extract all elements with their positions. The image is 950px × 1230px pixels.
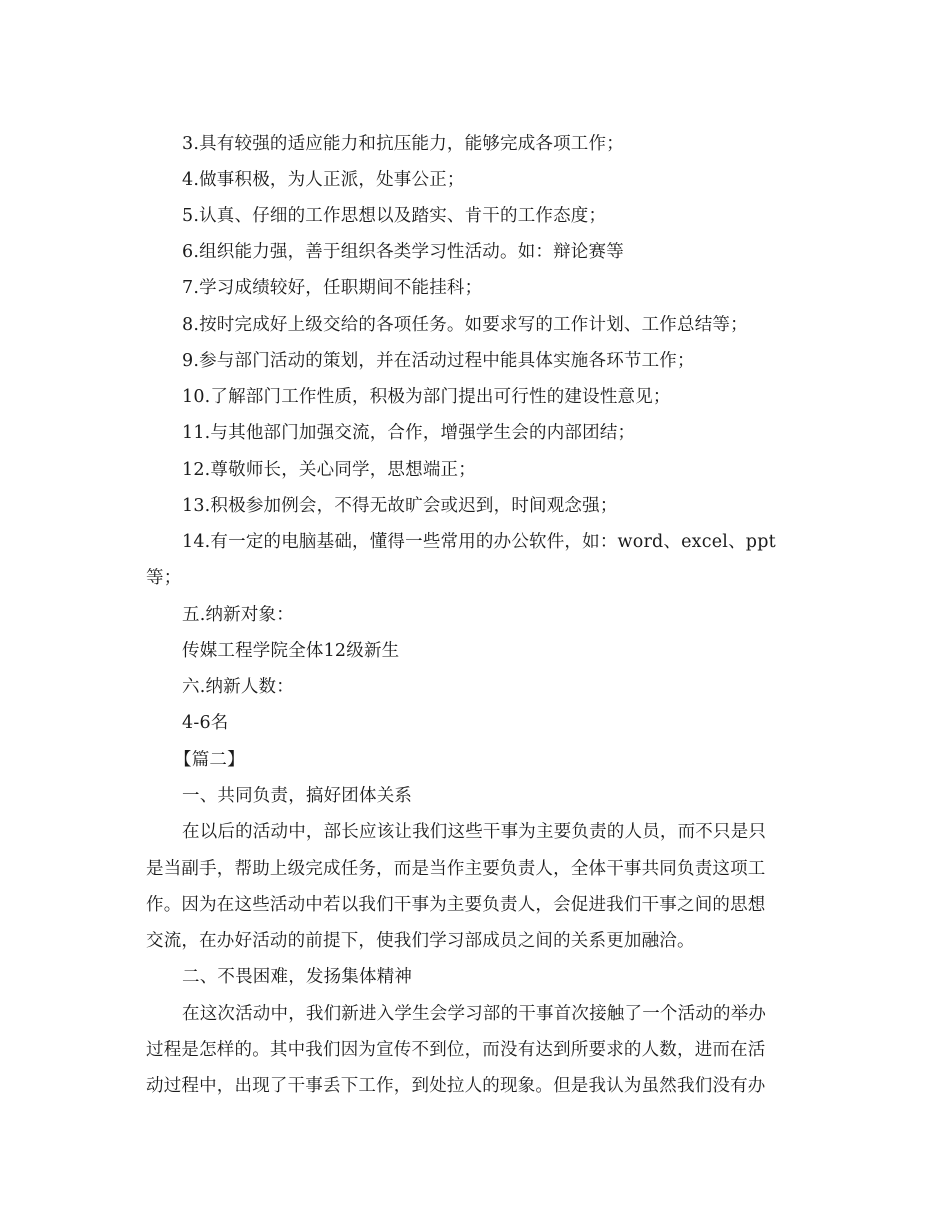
chapter-heading: 【篇二】 — [174, 750, 245, 770]
section-heading: 五.纳新对象： — [182, 605, 294, 625]
text-line: 传媒工程学院全体12级新生 — [182, 641, 400, 661]
text-line: 8.按时完成好上级交给的各项任务。如要求写的工作计划、工作总结等； — [182, 315, 748, 335]
paragraph-line: 动过程中，出现了干事丢下工作，到处拉人的现象。但是我认为虽然我们没有办 — [146, 1076, 766, 1096]
paragraph-line: 交流，在办好活动的前提下，使我们学习部成员之间的关系更加融洽。 — [146, 931, 695, 951]
paragraph-line: 在这次活动中，我们新进入学生会学习部的干事首次接触了一个活动的举办 — [182, 1004, 767, 1024]
text-line: 9.参与部门活动的策划，并在活动过程中能具体实施各环节工作； — [182, 351, 695, 371]
paragraph-line: 作。因为在这些活动中若以我们干事为主要负责人，会促进我们干事之间的思想 — [146, 895, 766, 915]
text-line: 12.尊敬师长，关心同学，思想端正； — [182, 460, 476, 480]
text-line: 3.具有较强的适应能力和抗压能力，能够完成各项工作； — [182, 134, 624, 154]
text-line: 14.有一定的电脑基础，懂得一些常用的办公软件，如：word、excel、ppt — [182, 532, 776, 552]
text-line: 4-6名 — [182, 713, 229, 733]
text-line: 4.做事积极，为人正派，处事公正； — [182, 170, 465, 190]
text-line: 6.组织能力强，善于组织各类学习性活动。如：辩论赛等 — [182, 242, 624, 262]
text-line: 11.与其他部门加强交流，合作，增强学生会的内部团结； — [182, 423, 636, 443]
section-heading: 六.纳新人数： — [182, 677, 294, 697]
section-heading: 二、不畏困难，发扬集体精神 — [182, 967, 413, 987]
paragraph-line: 是当副手，帮助上级完成任务，而是当作主要负责人，全体干事共同负责这项工 — [146, 859, 766, 879]
paragraph-line: 在以后的活动中，部长应该让我们这些干事为主要负责的人员，而不只是只 — [182, 822, 767, 842]
text-line: 10.了解部门工作性质，积极为部门提出可行性的建设性意见； — [182, 387, 671, 407]
text-line: 5.认真、仔细的工作思想以及踏实、肯干的工作态度； — [182, 206, 607, 226]
text-line: 13.积极参加例会，不得无故旷会或迟到，时间观念强； — [182, 496, 618, 516]
text-line: 7.学习成绩较好，任职期间不能挂科； — [182, 278, 483, 298]
paragraph-line: 过程是怎样的。其中我们因为宣传不到位，而没有达到所要求的人数，进而在活 — [146, 1040, 766, 1060]
section-heading: 一、共同负责，搞好团体关系 — [182, 786, 413, 806]
text-line: 等； — [146, 568, 182, 588]
